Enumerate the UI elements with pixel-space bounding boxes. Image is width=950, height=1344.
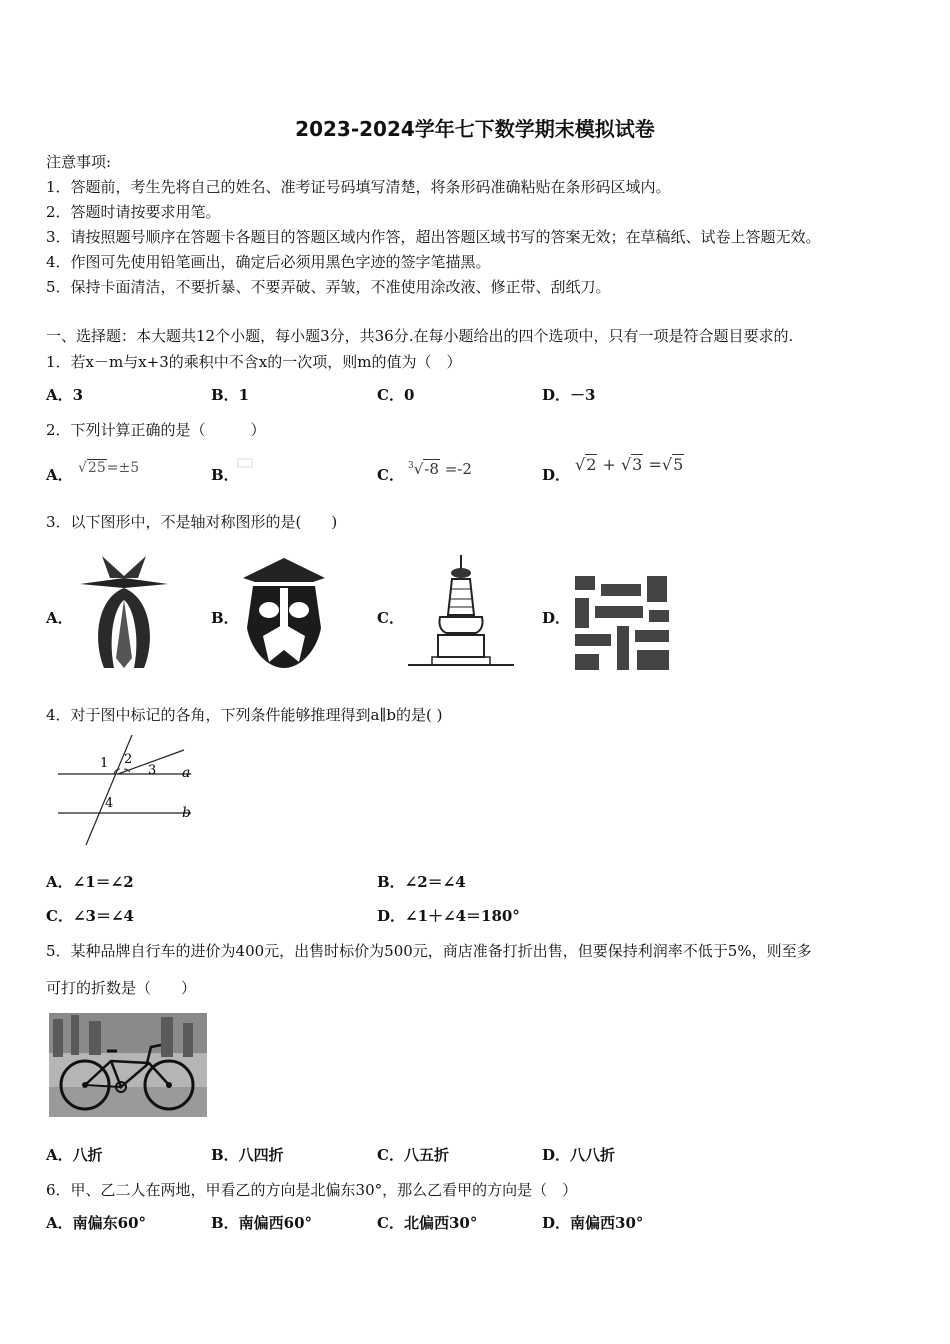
notice-item-4: 4．作图可先使用铅笔画出，确定后必须用黑色字迹的签字笔描黑。: [46, 253, 491, 271]
q3-option-c-label[interactable]: C．: [377, 609, 404, 627]
q4-stem: 4．对于图中标记的各角，下列条件能够推理得到a∥b的是( ): [46, 706, 443, 724]
q5-bicycle-photo: [49, 1013, 207, 1117]
notice-item-5: 5．保持卡面清洁，不要折暴、不要弄破、弄皱，不准使用涂改液、修正带、刮纸刀。: [46, 278, 611, 296]
q5-stem-line-1: 5．某种品牌自行车的进价为400元，出售时标价为500元，商店准备打折出售，但要保持利润率不低于5%，则至多: [46, 942, 812, 960]
q5-option-b[interactable]: B．八四折: [211, 1146, 284, 1164]
q2-option-b-label[interactable]: B．: [211, 466, 239, 484]
q5-stem-line-2: 可打的折数是（ ）: [46, 979, 197, 997]
q2-option-b-faint-image: [236, 456, 256, 470]
q1-option-c[interactable]: C．0: [377, 386, 415, 404]
section-heading: 一、选择题：本大题共12个小题，每小题3分，共36分.在每小题给出的四个选项中，只有一项是符合题目要求的.: [46, 327, 794, 345]
q2-option-a-label[interactable]: A．: [46, 466, 73, 484]
q2-d-r2: 3: [632, 455, 643, 474]
q4-angle-label-2: 2: [124, 752, 133, 767]
q6-option-d[interactable]: D．南偏西30°: [542, 1214, 644, 1232]
q2-a-rest: =±5: [106, 460, 140, 476]
notice-heading: 注意事项:: [46, 153, 112, 171]
q4-angle-label-4: 4: [105, 796, 114, 811]
q6-option-c[interactable]: C．北偏西30°: [377, 1214, 478, 1232]
q3-figure-c-pagoda: [408, 555, 514, 670]
notice-item-3: 3．请按照题号顺序在答题卡各题目的答题区域内作答，超出答题区域书写的答案无效；在草稿纸、试卷上答题无效。: [46, 228, 821, 246]
q2-d-r3: 5: [673, 455, 684, 474]
q6-stem: 6．甲、乙二人在两地，甲看乙的方向是北偏东30°，那么乙看甲的方向是（ ）: [46, 1181, 578, 1199]
notice-item-1: 1．答题前，考生先将自己的姓名、准考证号码填写清楚，将条形码准确粘贴在条形码区域内。: [46, 178, 671, 196]
q6-option-a[interactable]: A．南偏东60°: [46, 1214, 147, 1232]
q2-a-radicand: 25: [87, 460, 106, 476]
q3-option-a-label[interactable]: A．: [46, 609, 73, 627]
q2-option-a-expr: √25=±5: [78, 460, 140, 476]
q1-option-b[interactable]: B．1: [211, 386, 250, 404]
q4-option-b[interactable]: B．∠2＝∠4: [377, 873, 466, 891]
page-title: 2023-2024学年七下数学期末模拟试卷: [295, 117, 655, 141]
q2-d-eq: =: [648, 455, 662, 474]
q5-option-a[interactable]: A．八折: [46, 1146, 103, 1164]
q2-c-index: 3: [408, 461, 414, 471]
q4-angle-label-3: 3: [148, 763, 157, 778]
q5-option-d[interactable]: D．八八折: [542, 1146, 616, 1164]
q3-figure-b-mask: [243, 558, 325, 670]
q5-option-c[interactable]: C．八五折: [377, 1146, 449, 1164]
q3-option-b-label[interactable]: B．: [211, 609, 239, 627]
q2-option-d-expr: √2 + √3 =√5: [575, 455, 684, 474]
q2-option-d-label[interactable]: D．: [542, 466, 571, 484]
q3-stem: 3．以下图形中，不是轴对称图形的是( ): [46, 513, 338, 531]
notice-item-2: 2．答题时请按要求用笔。: [46, 203, 221, 221]
q2-option-c-label[interactable]: C．: [377, 466, 404, 484]
q4-option-c[interactable]: C．∠3＝∠4: [46, 907, 134, 925]
q1-option-d[interactable]: D．－3: [542, 386, 596, 404]
q1-option-a[interactable]: A．3: [46, 386, 84, 404]
q2-option-c-expr: $^3$√-8 =-2: [408, 460, 472, 478]
q3-figure-a-bird: [78, 548, 170, 672]
q4-line-label-a: a: [182, 765, 191, 781]
q4-parallel-lines-figure: [56, 733, 206, 849]
q6-option-b[interactable]: B．南偏西60°: [211, 1214, 313, 1232]
q4-option-d[interactable]: D．∠1＋∠4＝180°: [377, 907, 520, 925]
q2-stem: 2．下列计算正确的是（ ）: [46, 421, 266, 439]
q4-line-label-b: b: [182, 805, 191, 821]
q3-option-d-label[interactable]: D．: [542, 609, 571, 627]
q2-c-radicand: -8: [424, 460, 439, 478]
q2-d-plus: +: [602, 455, 616, 474]
q3-figure-d-pattern: [575, 576, 669, 670]
q2-c-rest: =-2: [444, 460, 472, 478]
q2-d-r1: 2: [586, 455, 597, 474]
q4-option-a[interactable]: A．∠1＝∠2: [46, 873, 134, 891]
q1-stem: 1．若x－m与x+3的乘积中不含x的一次项，则m的值为（ ）: [46, 353, 462, 371]
q4-angle-label-1: 1: [100, 756, 109, 771]
